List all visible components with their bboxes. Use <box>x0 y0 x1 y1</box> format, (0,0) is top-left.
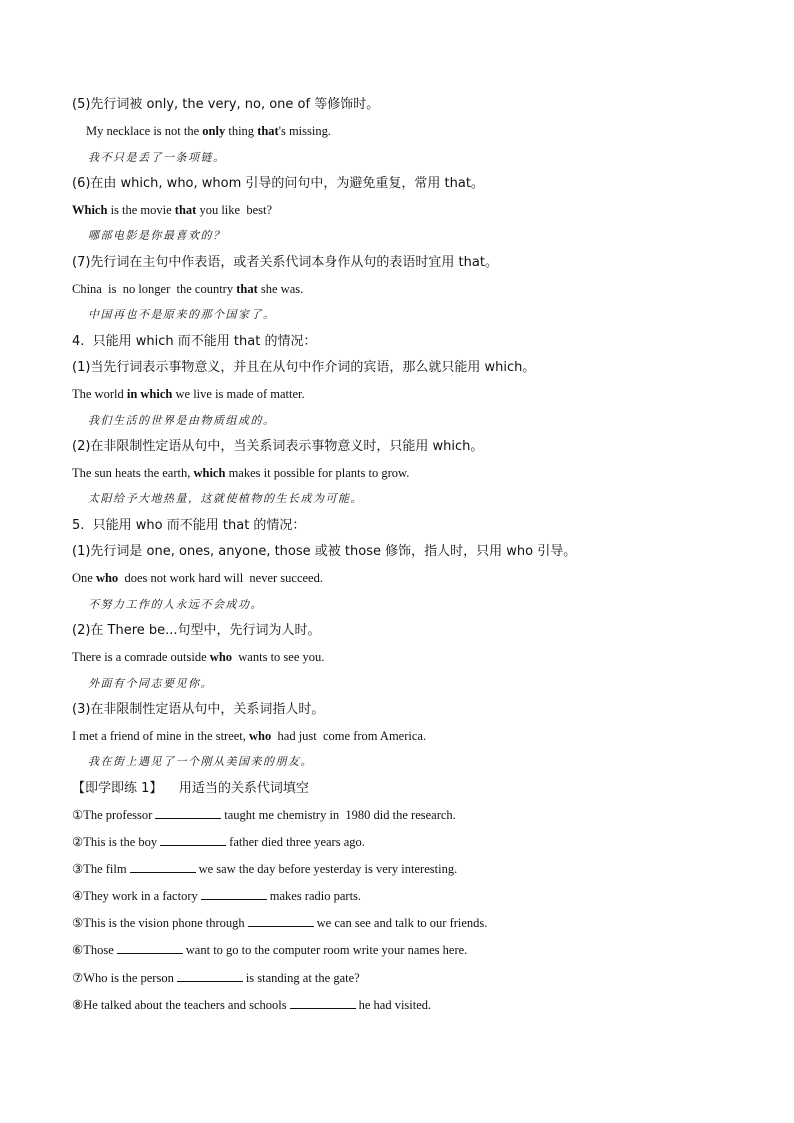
exercise-text-after: we can see and talk to our friends. <box>316 916 488 931</box>
answer-blank[interactable] <box>155 805 221 819</box>
example-sentence <box>72 121 732 147</box>
rule-heading <box>72 437 732 463</box>
exercise-item <box>72 805 732 832</box>
exercise-text-before: ⑤This is the vision phone through <box>72 916 245 931</box>
answer-blank[interactable] <box>117 940 183 954</box>
answer-blank[interactable] <box>290 995 356 1009</box>
text-segment: I met a friend of mine in the street, <box>72 729 250 744</box>
answer-blank[interactable] <box>160 832 226 846</box>
text-segment: 's missing. <box>278 124 331 139</box>
example-sentence <box>72 279 732 305</box>
text-segment: we live is made of matter. <box>172 387 305 402</box>
exercise-item <box>72 886 732 913</box>
rule-heading <box>72 174 732 200</box>
translation-line <box>72 411 732 437</box>
translation-line <box>72 674 732 700</box>
exercise-item <box>72 940 732 967</box>
rule-heading <box>72 516 732 542</box>
text-segment: (3)在非限制性定语从句中，关系词指人时。 <box>72 701 325 717</box>
exercise-item <box>72 859 732 886</box>
exercise-text-after: makes radio parts. <box>269 889 362 904</box>
translation-line <box>72 226 732 252</box>
rule-heading <box>72 542 732 568</box>
text-segment: (1)先行词是 one, ones, anyone, those 或被 those 修饰，指人时，只用 who 引导。 <box>72 544 577 560</box>
text-segment: had just come from America. <box>271 729 427 744</box>
emphasized-word: in which <box>126 387 173 402</box>
text-segment: One <box>72 571 96 586</box>
text-segment: 中国再也不是原来的那个国家了。 <box>88 308 276 322</box>
text-segment: The world <box>72 387 127 402</box>
exercise-text-before: ③The film <box>72 862 127 877</box>
exercise-item <box>72 913 732 940</box>
exercise-text-before: ①The professor <box>72 808 153 823</box>
text-segment: 外面有个同志要见你。 <box>88 676 213 690</box>
text-segment: (6)在由 which, who, whom 引导的问句中，为避免重复，常用 that。 <box>72 175 484 191</box>
exercise-item <box>72 995 732 1022</box>
text-segment: does not work hard will never succeed. <box>118 571 323 586</box>
example-sentence <box>72 726 732 752</box>
exercise-item <box>72 968 732 995</box>
text-segment: thing <box>225 124 258 139</box>
text-segment: (1)当先行词表示事物意义，并且在从句中作介词的宾语，那么就只能用 which。 <box>72 359 536 375</box>
text-segment: 【即学即练 1】 用适当的关系代词填空 <box>72 780 309 796</box>
text-segment: she was. <box>257 282 304 297</box>
text-segment: you like best? <box>196 203 273 218</box>
text-segment: 我们生活的世界是由物质组成的。 <box>88 413 276 427</box>
example-sentence <box>72 647 732 673</box>
translation-line <box>72 595 732 621</box>
text-segment: 太阳给予大地热量，这就使植物的生长成为可能。 <box>88 492 363 506</box>
exercise-text-before: ④They work in a factory <box>72 889 198 904</box>
example-sentence <box>72 568 732 594</box>
exercise-text-after: he had visited. <box>358 997 432 1012</box>
exercise-text-before: ②This is the boy <box>72 835 158 850</box>
exercise-text-before: ⑥Those <box>72 943 114 958</box>
translation-line <box>72 489 732 515</box>
exercise-text-after: is standing at the gate? <box>245 970 360 985</box>
exercise-text-after: want to go to the computer room write your names here. <box>185 943 468 958</box>
translation-line <box>72 148 732 174</box>
example-sentence <box>72 200 732 226</box>
emphasized-word: who <box>95 571 119 586</box>
rule-heading <box>72 95 732 121</box>
practice-heading <box>72 779 732 805</box>
text-segment: (7)先行词在主句中作表语，或者关系代词本身作从句的表语时宜用 that。 <box>72 254 498 270</box>
text-segment: 5. 只能用 who 而不能用 that 的情况： <box>72 517 306 533</box>
exercise-text-after: father died three years ago. <box>229 835 365 850</box>
text-segment: (2)在非限制性定语从句中，当关系词表示事物意义时，只能用 which。 <box>72 438 484 454</box>
emphasized-word: that <box>174 203 197 218</box>
exercise-text-after: we saw the day before yesterday is very interesting. <box>198 862 458 877</box>
emphasized-word: only <box>202 124 226 139</box>
text-segment: There is a comrade outside <box>72 650 210 665</box>
text-segment: China is no longer the country <box>72 282 237 297</box>
rule-heading <box>72 332 732 358</box>
example-sentence <box>72 384 732 410</box>
text-segment: My necklace is not the <box>86 124 203 139</box>
rule-heading <box>72 358 732 384</box>
text-segment: (5)先行词被 only, the very, no, one of 等修饰时。 <box>72 97 380 112</box>
translation-line <box>72 752 732 778</box>
text-segment: 我在街上遇见了一个刚从美国来的朋友。 <box>88 755 313 769</box>
text-segment: 我不只是丢了一条项链。 <box>88 150 226 164</box>
text-segment: 不努力工作的人永远不会成功。 <box>88 597 263 611</box>
exercise-text-before: ⑧He talked about the teachers and schools <box>72 997 287 1012</box>
text-segment: wants to see you. <box>232 650 325 665</box>
rule-heading <box>72 253 732 279</box>
exercise-text-before: ⑦Who is the person <box>72 970 174 985</box>
emphasized-word: who <box>209 650 233 665</box>
text-segment: makes it possible for plants to grow. <box>225 466 410 481</box>
emphasized-word: which <box>193 466 226 481</box>
text-segment: (2)在 There be...句型中，先行词为人时。 <box>72 622 321 638</box>
answer-blank[interactable] <box>130 859 196 873</box>
answer-blank[interactable] <box>177 968 243 982</box>
text-segment: is the movie <box>107 203 175 218</box>
emphasized-word: Which <box>72 203 108 218</box>
text-segment: The sun heats the earth, <box>72 466 194 481</box>
exercise-text-after: taught me chemistry in 1980 did the research. <box>224 808 456 823</box>
text-segment: 4. 只能用 which 而不能用 that 的情况： <box>72 333 317 349</box>
rule-heading <box>72 700 732 726</box>
document-page <box>72 95 732 1022</box>
exercise-item <box>72 832 732 859</box>
emphasized-word: that <box>236 282 258 297</box>
example-sentence <box>72 463 732 489</box>
text-segment: 哪部电影是你最喜欢的？ <box>88 229 226 243</box>
emphasized-word: that <box>257 124 279 139</box>
emphasized-word: who <box>249 729 272 744</box>
answer-blank[interactable] <box>201 886 267 900</box>
rule-heading <box>72 621 732 647</box>
answer-blank[interactable] <box>248 913 314 927</box>
translation-line <box>72 305 732 331</box>
